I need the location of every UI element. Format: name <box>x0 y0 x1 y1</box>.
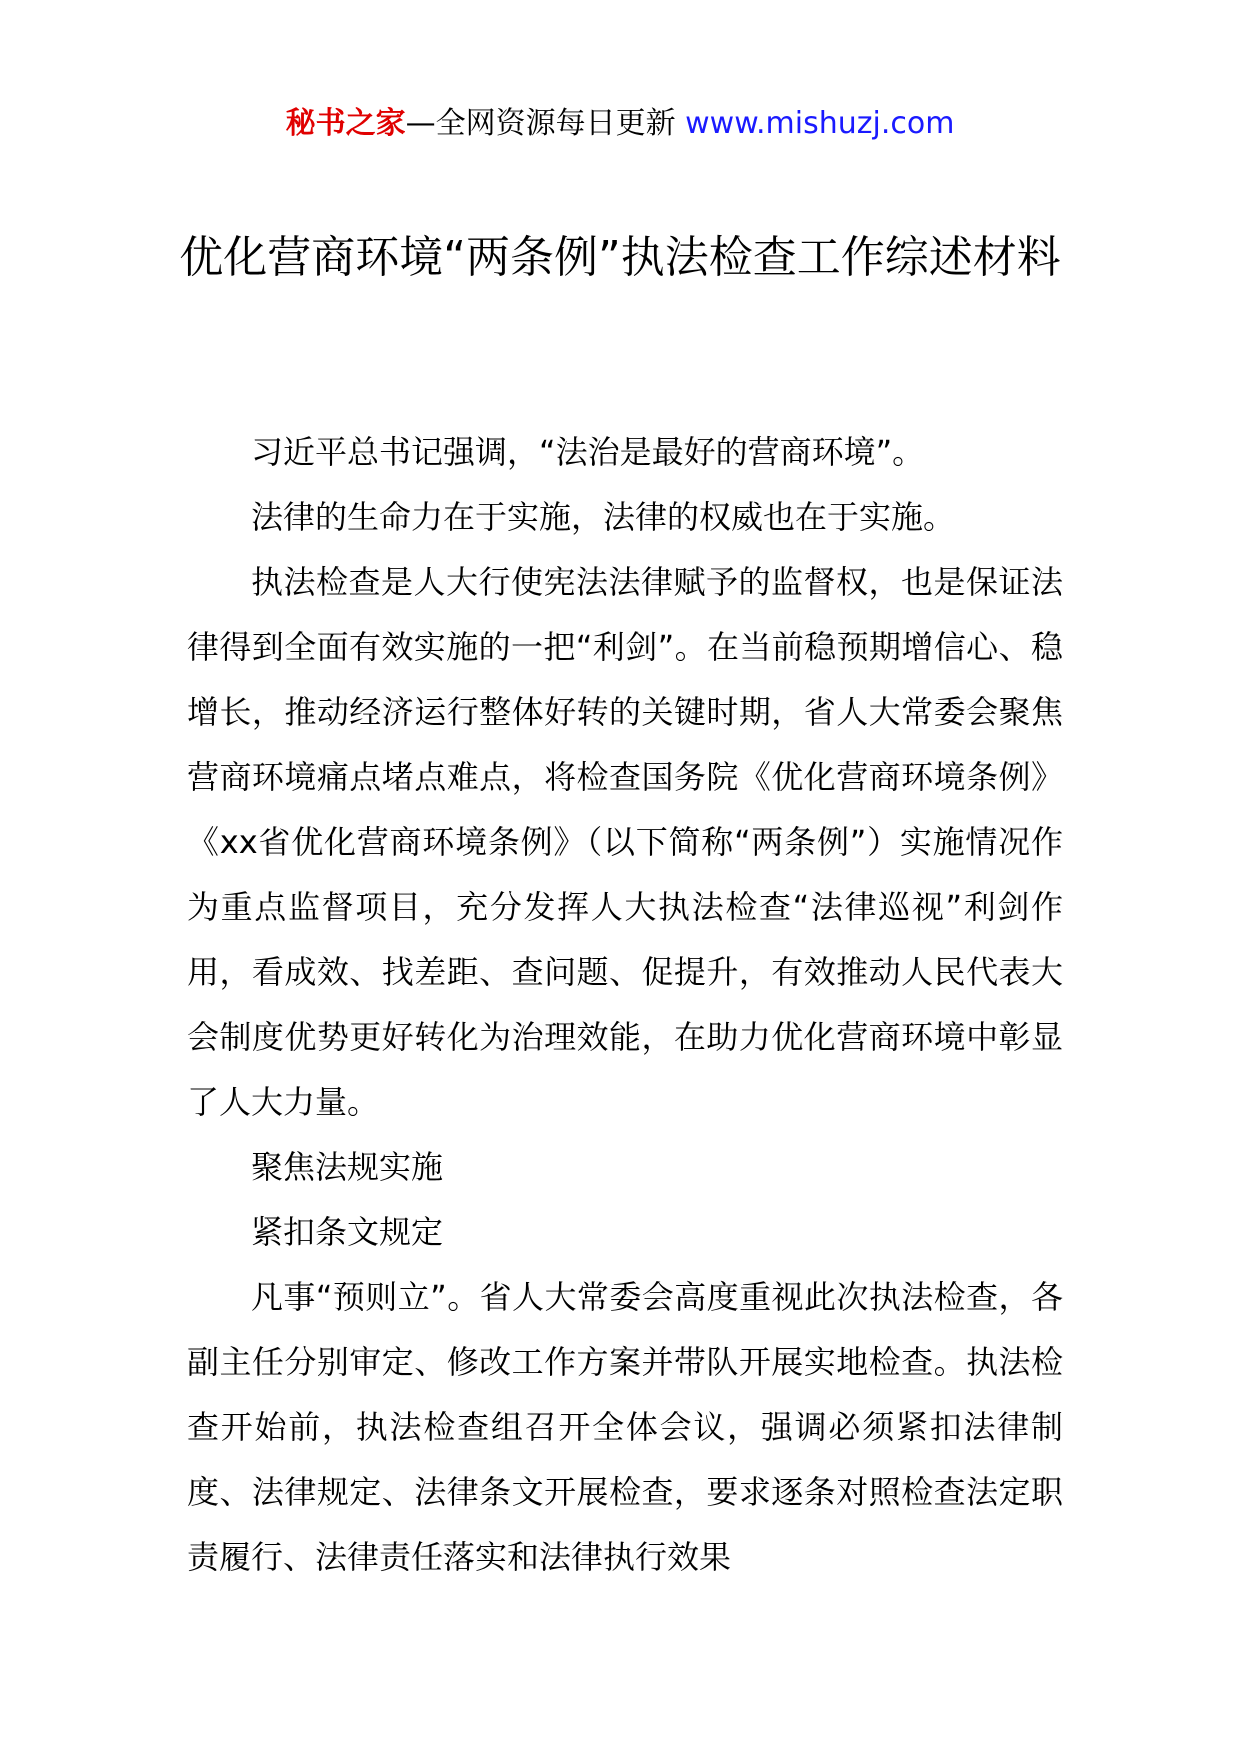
site-slogan: —全网资源每日更新 <box>405 106 676 141</box>
paragraph: 凡事“预则立”。省人大常委会高度重视此次执法检查，各副主任分别审定、修改工作方案并带队开展实地检查。执法检查开始前，执法检查组召开全体会议，强调必须紧扣法律制度、法律规定、法律条文开展检查，要求逐条对照检查法定职责履行、法律责任落实和法律执行效果 <box>187 1278 1063 1576</box>
document-title: 优化营商环境“两条例”执法检查工作综述材料 <box>179 232 1061 283</box>
section-subheading: 紧扣条文规定 <box>251 1213 444 1251</box>
paragraph: 习近平总书记强调，“法治是最好的营商环境”。 <box>251 433 925 471</box>
site-header <box>0 100 1240 148</box>
document-body <box>187 420 1063 1590</box>
section-heading: 聚焦法规实施 <box>251 1148 444 1186</box>
brand-name: 秘书之家 <box>285 106 406 141</box>
site-url[interactable]: www.mishuzj.com <box>685 106 955 141</box>
paragraph: 法律的生命力在于实施，法律的权威也在于实施。 <box>251 498 956 536</box>
paragraph: 执法检查是人大行使宪法法律赋予的监督权，也是保证法律得到全面有效实施的一把“利剑”。在当前稳预期增信心、稳增长，推动经济运行整体好转的关键时期，省人大常委会聚焦营商环境痛点堵点难点，将检查国务院《优化营商环境条例》《xx省优化营商环境条例》（以下简称“两条例”）实施情况作为重点监督项目，充分发挥人大执法检查“法律巡视”利剑作用，看成效、找差距、查问题、促提升，有效推动人民代表大会制度优势更好转化为治理效能，在助力优化营商环境中彰显了人大力量。 <box>187 563 1063 1121</box>
